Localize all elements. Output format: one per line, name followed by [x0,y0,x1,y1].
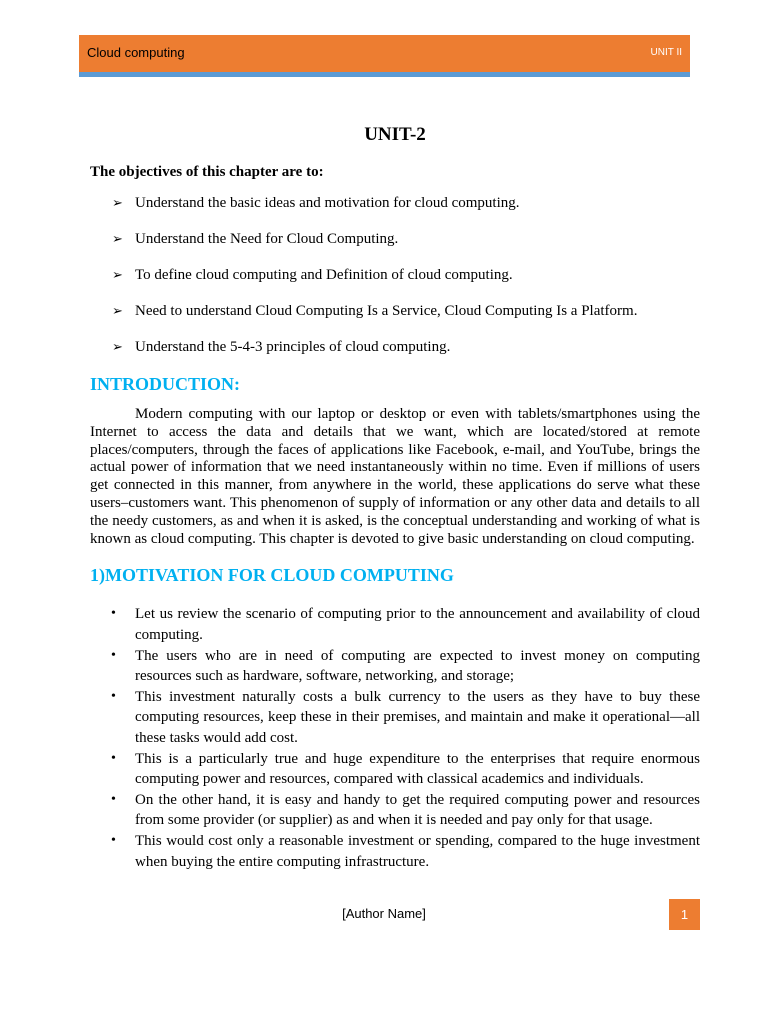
document-body [90,124,700,872]
arrow-bullet-icon: ➢ [112,267,123,282]
bullet-dot-icon: • [111,647,116,663]
motivation-heading: 1)MOTIVATION FOR CLOUD COMPUTING [90,565,454,586]
objective-item: ➢ To define cloud computing and Definition of cloud computing. [112,267,513,283]
motivation-item: • The users who are in need of computing are expected to invest money on computing resources such as hardware, software, networking, and storage; [111,647,700,685]
header-title: Cloud computing [87,45,185,60]
motivation-item: • This is a particularly true and huge expenditure to the enterprises that require enormous computing power and resources, compared with classical academics and individuals. [111,750,700,788]
objectives-heading: The objectives of this chapter are to: [90,164,324,180]
arrow-bullet-icon: ➢ [112,303,123,318]
header-unit-label: UNIT II [650,47,682,58]
page-number: 1 [669,899,700,930]
page-header [79,35,690,77]
bullet-dot-icon: • [111,832,116,848]
introduction-paragraph: Modern computing with our laptop or desktop or even with tablets/smartphones using the Internet to access the data and details that we want, which are located/stored at remote places/computers, through the faces of applications like Facebook, e-mail, and YouTube, brings the actual power of information that we need instantaneously within no time. Even if millions of users get connected in this manner, from anywhere in the world, these applications do serve what these users–customers want. This phenomenon of supply of information or any other data and details to all the needy customers, as and when it is asked, is the conceptual understanding and working of what is known as cloud computing. This chapter is devoted to give basic understanding on cloud computing. [90,406,700,547]
arrow-bullet-icon: ➢ [112,231,123,246]
objective-item: ➢ Understand the Need for Cloud Computing. [112,231,399,247]
objectives-list [90,194,700,356]
objective-item: ➢ Need to understand Cloud Computing Is a Service, Cloud Computing Is a Platform. [112,303,638,319]
introduction-heading: INTRODUCTION: [90,374,241,394]
footer-author: [Author Name] [342,906,426,921]
objective-item: ➢ Understand the basic ideas and motivation for cloud computing. [112,195,520,211]
bullet-dot-icon: • [111,750,116,766]
arrow-bullet-icon: ➢ [112,339,123,354]
motivation-item: • This investment naturally costs a bulk currency to the users as they have to buy these computing resources, keep these in their premises, and maintain and make it operational—all these tasks would add cost. [111,688,700,746]
bullet-dot-icon: • [111,791,116,807]
bullet-dot-icon: • [111,688,116,704]
objective-item: ➢ Understand the 5-4-3 principles of cloud computing. [112,339,451,355]
motivation-item: • Let us review the scenario of computing prior to the announcement and availability of cloud computing. [111,606,700,643]
motivation-list [90,604,700,872]
motivation-item: • On the other hand, it is easy and handy to get the required computing power and resources from some provider (or supplier) as and when it is needed and pay only for that usage. [111,791,700,829]
arrow-bullet-icon: ➢ [112,195,123,210]
bullet-dot-icon: • [111,606,116,622]
unit-title: UNIT-2 [364,124,426,145]
motivation-item: • This would cost only a reasonable investment or spending, compared to the huge investment when buying the entire computing infrastructure. [111,832,700,870]
